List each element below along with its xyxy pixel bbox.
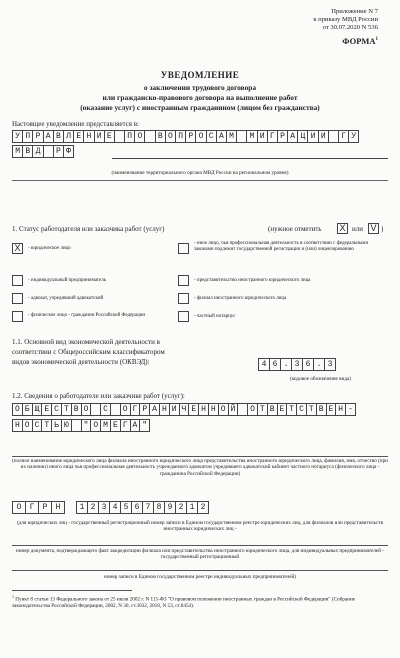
appendix-number: Приложение N 7 <box>331 8 378 15</box>
authority-name-row-2[interactable] <box>12 145 73 158</box>
ogrn-caption-2: номер документа, подтверждающего факт аккредитации филиала или представительства иностранного юридического лица, для индивидуальных предпринимателей - государственный регистрационный <box>15 548 384 561</box>
letter-cell[interactable]: С <box>206 130 217 143</box>
letter-cell[interactable]: " <box>139 419 150 432</box>
okved-digit-cell[interactable]: . <box>313 358 325 371</box>
okved-digit-cell[interactable]: 6 <box>302 358 314 371</box>
letter-cell[interactable]: И <box>257 130 268 143</box>
letter-cell[interactable]: П <box>124 130 135 143</box>
legend-or: или <box>352 225 363 233</box>
letter-cell[interactable]: Н <box>198 403 209 416</box>
letter-cell[interactable]: У <box>12 130 23 143</box>
title-line-3: или гражданско-правового договора на выполнение работ <box>102 93 298 102</box>
document-title: УВЕДОМЛЕНИЕ <box>160 70 240 80</box>
status-option-label: - юридическое лицо <box>28 246 71 251</box>
letter-cell[interactable]: Н <box>12 419 23 432</box>
employer-name-row-2[interactable] <box>12 419 149 432</box>
ogrn-label-cell: Р <box>38 501 52 514</box>
letter-cell[interactable]: В <box>267 403 278 416</box>
letter-cell[interactable]: Г <box>130 403 141 416</box>
letter-cell[interactable]: И <box>318 130 329 143</box>
letter-cell[interactable]: В <box>71 403 82 416</box>
letter-cell[interactable]: М <box>100 419 111 432</box>
status-option-label: - индивидуальный предприниматель <box>28 278 106 283</box>
letter-cell[interactable]: С <box>51 403 62 416</box>
ogrn-digit-cell[interactable]: 9 <box>164 501 176 514</box>
doc-number-line <box>12 545 388 546</box>
order-reference: к приказу МВД России <box>313 16 378 23</box>
letter-cell[interactable]: Е <box>104 130 115 143</box>
letter-cell[interactable]: Т <box>61 403 72 416</box>
letter-cell[interactable]: - <box>345 403 356 416</box>
ogrn-digit-cell[interactable]: 1 <box>76 501 88 514</box>
status-option-label: - физическое лицо - гражданин Российской Федерации <box>28 313 146 318</box>
okved-code-field[interactable] <box>258 358 335 371</box>
letter-cell[interactable]: Е <box>188 403 199 416</box>
letter-cell[interactable]: А <box>149 403 160 416</box>
letter-cell[interactable]: О <box>12 403 23 416</box>
legend-close-paren: ) <box>381 225 384 233</box>
footnote: $^1$ Пункт 8 статьи 13 Федерального закона от 25 июля 2002 г. N 115-ФЗ "О правовом положении иностранных граждан в Российской Федерации" (Собрание законодательства Российской Федерации, 2002, N 30, ст.3032, 2018, N 53, ст.8454). <box>12 594 356 610</box>
okved-label-line-2: соответствии с Общероссийским классификатором <box>12 348 165 356</box>
letter-cell[interactable]: С <box>296 403 307 416</box>
ogrn-digit-cell[interactable]: 5 <box>120 501 132 514</box>
letter-cell[interactable]: " <box>81 419 92 432</box>
letter-cell[interactable]: Н <box>208 403 219 416</box>
letter-cell[interactable]: И <box>307 130 318 143</box>
footnote-divider <box>12 590 132 591</box>
letter-cell[interactable]: О <box>22 419 33 432</box>
employer-name-row-1[interactable] <box>12 403 355 416</box>
ogrn-digit-cell[interactable]: 3 <box>98 501 110 514</box>
okved-digit-cell[interactable]: . <box>280 358 292 371</box>
letter-cell[interactable]: И <box>169 403 180 416</box>
letter-cell[interactable]: Т <box>41 419 52 432</box>
submitted-to-label: Настоящее уведомление представляется в: <box>12 120 139 128</box>
ogrn-digit-cell[interactable]: 2 <box>175 501 187 514</box>
letter-cell[interactable]: Е <box>73 130 84 143</box>
title-line-2: о заключении трудового договора <box>143 83 257 92</box>
status-checkbox-representative-office[interactable] <box>178 275 189 286</box>
letter-cell[interactable]: М <box>226 130 237 143</box>
letter-cell[interactable]: Б <box>22 403 33 416</box>
authority-caption: (наименование территориального органа МВД России на региональном уровне) <box>111 170 289 176</box>
letter-cell[interactable]: О <box>218 403 229 416</box>
authority-name-row-1[interactable] <box>12 130 358 143</box>
ogrn-label-cell: Г <box>25 501 39 514</box>
okved-digit-cell[interactable]: 6 <box>269 358 281 371</box>
letter-cell[interactable]: О <box>165 130 176 143</box>
letter-cell[interactable]: А <box>43 130 54 143</box>
letter-cell[interactable]: Н <box>335 403 346 416</box>
legend-v-box: V <box>368 223 379 234</box>
status-checkbox-legal-entity[interactable]: X <box>12 243 23 254</box>
letter-cell[interactable]: В <box>155 130 166 143</box>
footnote-text: Пункт 8 статьи 13 Федерального закона от 25 июля 2002 г. N 115-ФЗ "О правовом положении иностранных граждан в Российской Федерации" (Собрание законодательства Российской Федерации, 2002, N 30, ст.3032, 2018, N 53, ст.8454). <box>12 596 356 610</box>
letter-cell[interactable]: О <box>195 130 206 143</box>
letter-cell[interactable]: Н <box>83 130 94 143</box>
employer-caption: (полное наименование юридического лица филиала иностранного юридического лица представительства иностранного юридического лица, фамилия, имя, отчество (при их наличии) иного лица чья профессиональная деятельность учреждаемого адвокатом учредившего адвокатский кабинет частного нотариуса (физического лица - гражданина Российской Федерации) <box>12 458 388 477</box>
letter-cell[interactable]: Ц <box>297 130 308 143</box>
ogrn-digit-cell[interactable]: 6 <box>131 501 143 514</box>
okved-digit-cell[interactable]: 3 <box>324 358 336 371</box>
ogrn-caption-3: номер записи в Едином государственном реестре индивидуальных предпринимателей) <box>103 574 297 580</box>
letter-cell[interactable]: Р <box>185 130 196 143</box>
letter-cell[interactable]: Г <box>120 419 131 432</box>
legend-x-box: X <box>337 223 348 234</box>
letter-cell[interactable]: А <box>130 419 141 432</box>
okved-digit-cell[interactable]: 4 <box>258 358 270 371</box>
letter-cell[interactable]: О <box>90 419 101 432</box>
authority-underline <box>112 158 388 159</box>
letter-cell[interactable]: Е <box>110 419 121 432</box>
letter-cell[interactable]: В <box>22 145 33 158</box>
letter-cell[interactable]: М <box>12 145 23 158</box>
ogrn-digit-cell[interactable]: 2 <box>197 501 209 514</box>
letter-cell[interactable]: Щ <box>32 403 43 416</box>
letter-cell[interactable]: Ф <box>63 145 74 158</box>
letter-cell[interactable]: О <box>81 403 92 416</box>
letter-cell[interactable]: О <box>247 403 258 416</box>
letter-cell[interactable]: В <box>316 403 327 416</box>
status-checkbox-individual[interactable] <box>12 311 23 322</box>
letter-cell[interactable]: Т <box>306 403 317 416</box>
okved-caption: (кодовое обозначение вида) <box>290 376 352 382</box>
ogrn-number-field[interactable] <box>76 501 208 514</box>
status-checkbox-branch[interactable] <box>178 293 189 304</box>
letter-cell[interactable]: Е <box>41 403 52 416</box>
letter-cell[interactable]: Г <box>338 130 349 143</box>
letter-cell[interactable]: Ч <box>179 403 190 416</box>
letter-cell[interactable]: О <box>120 403 131 416</box>
letter-cell[interactable]: П <box>22 130 33 143</box>
letter-cell[interactable]: С <box>32 419 43 432</box>
letter-cell[interactable]: С <box>100 403 111 416</box>
letter-cell[interactable]: Е <box>277 403 288 416</box>
ogrn-label-cell: О <box>12 501 26 514</box>
ogrn-digit-cell[interactable]: 1 <box>186 501 198 514</box>
status-checkbox-notary[interactable] <box>178 311 189 322</box>
letter-cell[interactable]: Р <box>53 145 64 158</box>
title-line-4: (оказание услуг) с иностранным гражданином (лицом без гражданства) <box>80 103 320 112</box>
status-option-label: - частный нотариус <box>194 314 236 319</box>
status-note: (нужное отметить <box>268 225 322 233</box>
letter-cell[interactable]: Ь <box>51 419 62 432</box>
letter-cell[interactable]: Р <box>277 130 288 143</box>
letter-cell[interactable]: Ю <box>61 419 72 432</box>
order-date: от 30.07.2020 N 536 <box>322 24 378 31</box>
letter-cell[interactable]: Й <box>228 403 239 416</box>
letter-cell[interactable]: О <box>134 130 145 143</box>
status-option-label: - адвокат, учредивший адвокатский <box>28 296 104 301</box>
letter-cell[interactable]: В <box>53 130 64 143</box>
letter-cell[interactable]: Д <box>32 145 43 158</box>
letter-cell[interactable]: Н <box>159 403 170 416</box>
letter-cell[interactable]: А <box>287 130 298 143</box>
status-option-label: - филиал иностранного юридического лица <box>194 296 287 301</box>
form-word: ФОРМА <box>342 36 376 46</box>
status-checkbox-lawyer[interactable] <box>12 293 23 304</box>
letter-cell[interactable]: Т <box>286 403 297 416</box>
employer-section-label: 1.2. Сведения о работодателе или заказчике работ (услуг): <box>12 392 185 400</box>
letter-cell[interactable]: Р <box>139 403 150 416</box>
status-checkbox-sole-proprietor[interactable] <box>12 275 23 286</box>
ogrn-digit-cell[interactable]: 4 <box>109 501 121 514</box>
form-footnote-ref: 1 <box>375 37 378 43</box>
registry-line <box>12 570 388 571</box>
letter-cell[interactable]: У <box>348 130 359 143</box>
okved-digit-cell[interactable]: 3 <box>291 358 303 371</box>
letter-cell[interactable]: И <box>94 130 105 143</box>
ogrn-digit-cell[interactable]: 7 <box>142 501 154 514</box>
ogrn-digit-cell[interactable]: 2 <box>87 501 99 514</box>
employer-underline <box>12 456 388 457</box>
okved-label-line-3: видов экономической деятельности (ОКВЭД): <box>12 358 150 366</box>
status-label: 1. Статус работодателя или заказчика работ (услуг) <box>12 225 165 233</box>
ogrn-label-cell: Н <box>51 501 65 514</box>
letter-cell[interactable]: Т <box>257 403 268 416</box>
letter-cell[interactable]: Г <box>267 130 278 143</box>
status-option-label: - представительство иностранного юридического лица <box>194 278 311 283</box>
letter-cell[interactable]: Р <box>32 130 43 143</box>
letter-cell[interactable]: М <box>246 130 257 143</box>
divider <box>12 180 388 181</box>
letter-cell[interactable]: А <box>216 130 227 143</box>
status-option-label: - иное лицо, чья профессиональная деятельность в соответствии с федеральными законами подлежит государственной регистрации и (или) лицензированию <box>194 241 369 252</box>
ogrn-caption-1: (для юридических лиц - государственный регистрационный номер записи в Едином государственном реестре юридических лиц, для филиалов или представительств иностранных юридических лиц - <box>16 520 383 533</box>
letter-cell[interactable]: Е <box>326 403 337 416</box>
letter-cell[interactable]: Л <box>63 130 74 143</box>
ogrn-digit-cell[interactable]: 8 <box>153 501 165 514</box>
form-label <box>342 36 378 46</box>
ogrn-label-cells <box>12 501 64 514</box>
status-checkbox-other-person[interactable] <box>178 243 189 254</box>
letter-cell[interactable]: П <box>175 130 186 143</box>
okved-label-line-1: 1.1. Основной вид экономической деятельности в <box>12 338 160 346</box>
